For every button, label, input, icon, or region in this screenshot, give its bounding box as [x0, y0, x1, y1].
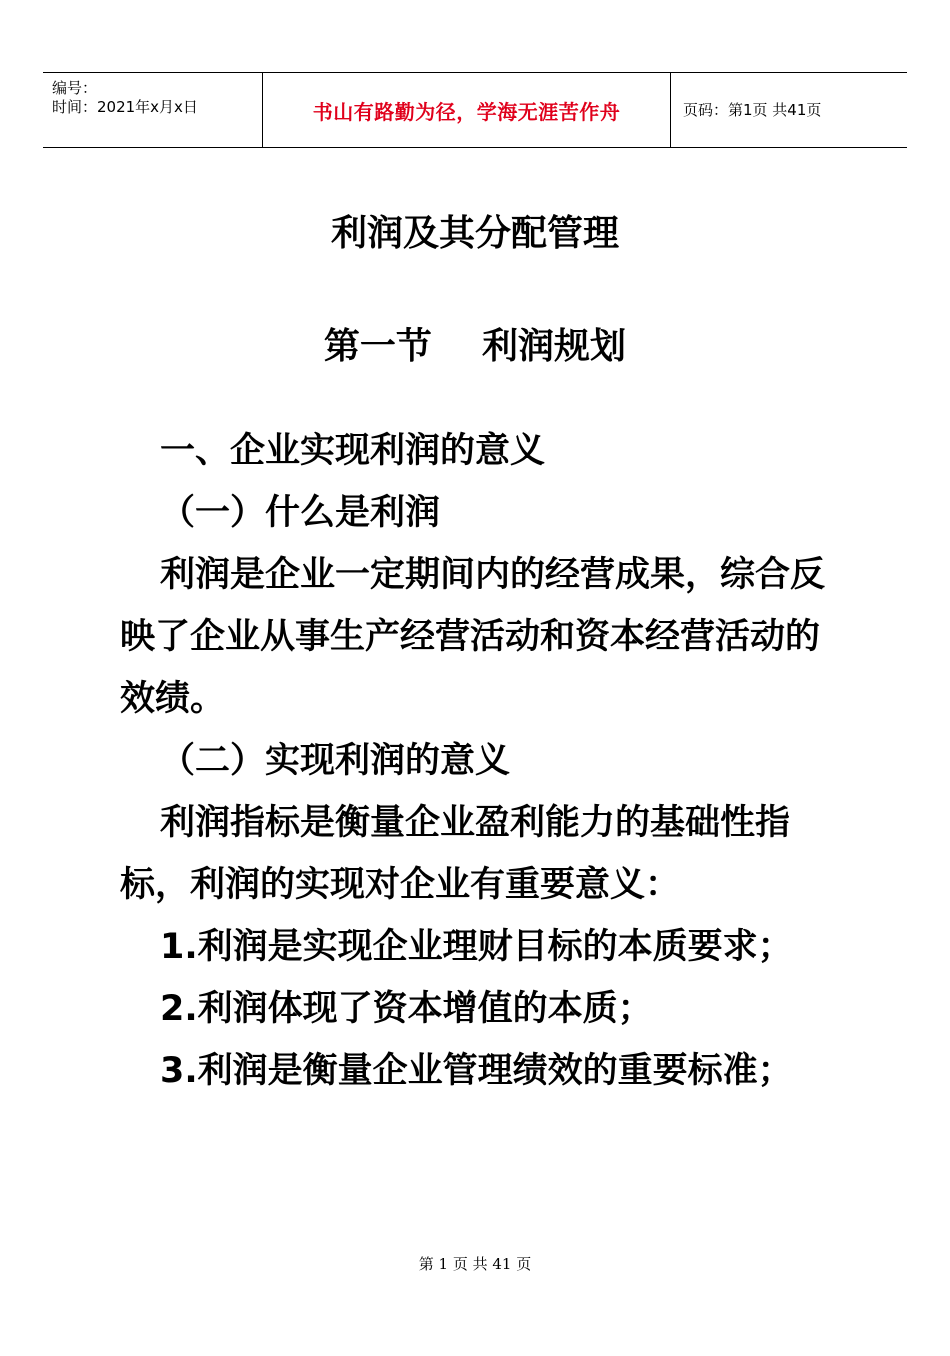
subheading-1: （一）什么是利润 [160, 493, 441, 533]
list-item-1: 1.利润是实现企业理财目标的本质要求； [160, 927, 793, 967]
header-right-cell [671, 73, 907, 147]
page-header [43, 72, 907, 148]
document-time-label: 时间：2021年x月x日 [52, 98, 198, 116]
subheading-2: （二）实现利润的意义 [160, 741, 511, 781]
list-item-3: 3.利润是衡量企业管理绩效的重要标准； [160, 1051, 793, 1091]
motto-text: 书山有路勤为径，学海无涯苦作舟 [312, 99, 621, 124]
header-left-cell [43, 73, 263, 147]
page-code-label: 页码：第1页 共41页 [683, 100, 822, 119]
document-number-label: 编号： [52, 79, 98, 97]
list-item-2: 2.利润体现了资本增值的本质； [160, 989, 653, 1029]
section-title: 第一节 利润规划 [323, 326, 627, 367]
heading-1: 一、企业实现利润的意义 [160, 431, 546, 471]
paragraph-1: 利润是企业一定期间内的经营成果，综合反映了企业从事生产经营活动和资本经营活动的效绩。 [120, 555, 826, 719]
header-middle-cell [263, 73, 671, 147]
paragraph-2: 利润指标是衡量企业盈利能力的基础性指标，利润的实现对企业有重要意义： [120, 803, 791, 905]
page-footer: 第 1 页 共 41 页 [418, 1255, 532, 1273]
document-title: 利润及其分配管理 [330, 213, 619, 254]
document-body [120, 420, 850, 1102]
